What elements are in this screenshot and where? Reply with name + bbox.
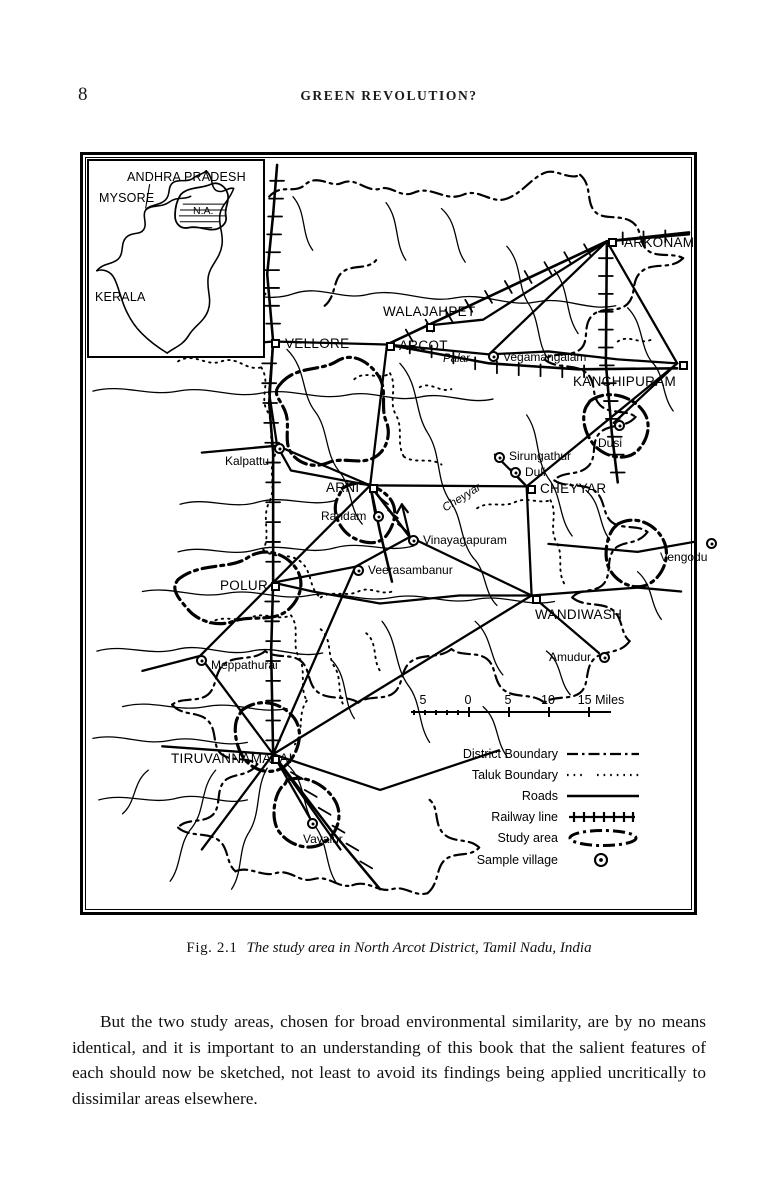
- scale-tick-labels: [411, 693, 625, 710]
- figure-caption-title: The study area in North Arcot District, Tamil Nadu, India: [246, 940, 592, 956]
- legend-row-railway-line: [383, 806, 643, 827]
- scale-minor-tick: [446, 710, 448, 715]
- village-label-amudur: Amudur: [549, 650, 592, 664]
- taluk-boundary-icon: [565, 766, 643, 784]
- figure-caption-tag: Fig. 2.1: [186, 940, 238, 956]
- town-label-arni: ARNI: [326, 480, 360, 495]
- legend-row-roads: [383, 785, 643, 806]
- village-marker-duli: [510, 467, 521, 478]
- scale-tick-5-right: 5: [504, 693, 512, 707]
- village-label-vayalur: Vayalur: [303, 832, 343, 846]
- town-label-vellore: VELLORE: [285, 336, 350, 351]
- scale-major-tick-5: [508, 707, 510, 717]
- legend-row-district-boundary: [383, 743, 643, 764]
- village-marker-kalpattu: [274, 443, 285, 454]
- scale-tick-5-left: 5: [419, 693, 427, 707]
- scale-minor-tick: [435, 710, 437, 715]
- town-label-polur: POLUR: [220, 578, 269, 593]
- town-label-arkonam: ARKONAM: [624, 235, 695, 250]
- inset-label-kerala: KERALA: [95, 290, 146, 304]
- village-label-vinayagapuram: Vinayagapuram: [423, 533, 507, 547]
- town-marker-polur: [271, 582, 280, 591]
- village-marker-dusi: [614, 420, 625, 431]
- inset-label-north-arcot: N.A.: [193, 205, 214, 217]
- town-marker-arni: [369, 484, 378, 493]
- sample-village-icon: [565, 851, 643, 869]
- village-marker-randam: [373, 511, 384, 522]
- town-marker-kanchipuram: [679, 361, 688, 370]
- village-marker-veerasambanur: [353, 565, 364, 576]
- village-marker-vengodu: [706, 538, 717, 549]
- town-label-wandiwash: WANDIWASH: [535, 607, 623, 622]
- town-label-walajahpet: WALAJAHPET: [383, 304, 476, 319]
- scale-major-tick-15: [588, 707, 590, 717]
- legend-label-roads: Roads: [521, 788, 558, 803]
- village-label-meppathurai: Meppathurai: [211, 658, 278, 672]
- map-legend: [383, 743, 643, 872]
- town-marker-vellore: [271, 339, 280, 348]
- scale-major-tick-10: [548, 707, 550, 717]
- legend-label-district-boundary: District Boundary: [462, 746, 558, 761]
- inset-map-tamilnadu: [87, 159, 265, 358]
- railway-line-icon: [565, 808, 643, 826]
- town-label-arcot: ARCOT: [399, 338, 448, 353]
- scale-major-tick-0: [468, 707, 470, 717]
- village-marker-sirungathur: [494, 452, 505, 463]
- village-label-kalpattu: Kalpattu: [225, 454, 270, 468]
- village-label-vegamangalam: Vegamangalam: [503, 350, 587, 364]
- scale-minor-tick: [457, 710, 459, 715]
- study-area-icon: [565, 829, 643, 847]
- body-paragraph: But the two study areas, chosen for broad environmental similarity, are by no means identical, and it is important to an understanding of this book that the salient features of each should now be sketched, not least to avoid its findings being applied uncritically to dissimilar areas elsewhere.: [72, 1012, 706, 1109]
- roads-icon: [565, 787, 643, 805]
- figure-map-frame: [80, 152, 708, 915]
- scale-tick-0: 0: [464, 693, 472, 707]
- village-label-randam: Randam: [321, 509, 367, 523]
- inset-label-andhra-pradesh: ANDHRA PRADESH: [127, 170, 246, 184]
- village-label-duli: Duli: [525, 465, 546, 479]
- river-label-palar: Palar: [443, 353, 470, 365]
- map-scale-bar: [411, 693, 625, 722]
- village-marker-vegamangalam: [488, 351, 499, 362]
- town-marker-arkonam: [608, 238, 617, 247]
- legend-row-taluk-boundary: [383, 764, 643, 785]
- village-label-sirungathur: Sirungathur: [509, 449, 572, 463]
- inset-label-mysore: MYSORE: [99, 191, 155, 205]
- river-label-cheyyar: Cheyyar: [440, 481, 484, 515]
- town-marker-cheyyar: [527, 485, 536, 494]
- legend-row-sample-village: [383, 848, 643, 872]
- running-head: GREEN REVOLUTION?: [300, 88, 478, 103]
- village-marker-vayalur: [307, 818, 318, 829]
- village-label-dusi: Dusi: [598, 436, 623, 450]
- legend-label-sample-village: Sample village: [476, 853, 558, 867]
- town-marker-walajahpet: [426, 323, 435, 332]
- town-label-cheyyar: CHEYYAR: [540, 481, 607, 496]
- legend-label-taluk-boundary: Taluk Boundary: [471, 767, 558, 782]
- page-number: 8: [78, 84, 88, 105]
- town-label-tiruvannamalai: TIRUVANNAMALAI: [171, 751, 293, 766]
- village-marker-meppathurai: [196, 655, 207, 666]
- town-label-kanchipuram: KANCHIPURAM: [573, 374, 677, 389]
- scale-tick-10: 10: [541, 693, 555, 707]
- legend-label-study-area: Study area: [497, 830, 558, 845]
- scale-axis-line: [411, 711, 611, 713]
- scale-minor-tick: [424, 710, 426, 715]
- district-boundary-icon: [565, 745, 643, 763]
- village-marker-vinayagapuram: [408, 535, 419, 546]
- village-label-veerasambanur: Veerasambanur: [368, 563, 453, 577]
- legend-label-railway-line: Railway line: [491, 809, 558, 824]
- figure-caption: [0, 940, 778, 957]
- town-marker-arcot: [386, 342, 395, 351]
- scale-minor-tick: [413, 710, 415, 715]
- village-marker-amudur: [599, 652, 610, 663]
- scale-tick-15-miles: 15 Miles: [577, 693, 625, 707]
- legend-row-study-area: [383, 827, 643, 848]
- scale-bar-axis: [411, 711, 611, 722]
- village-label-vengodu: Vengodu: [660, 550, 708, 564]
- town-marker-wandiwash: [532, 595, 541, 604]
